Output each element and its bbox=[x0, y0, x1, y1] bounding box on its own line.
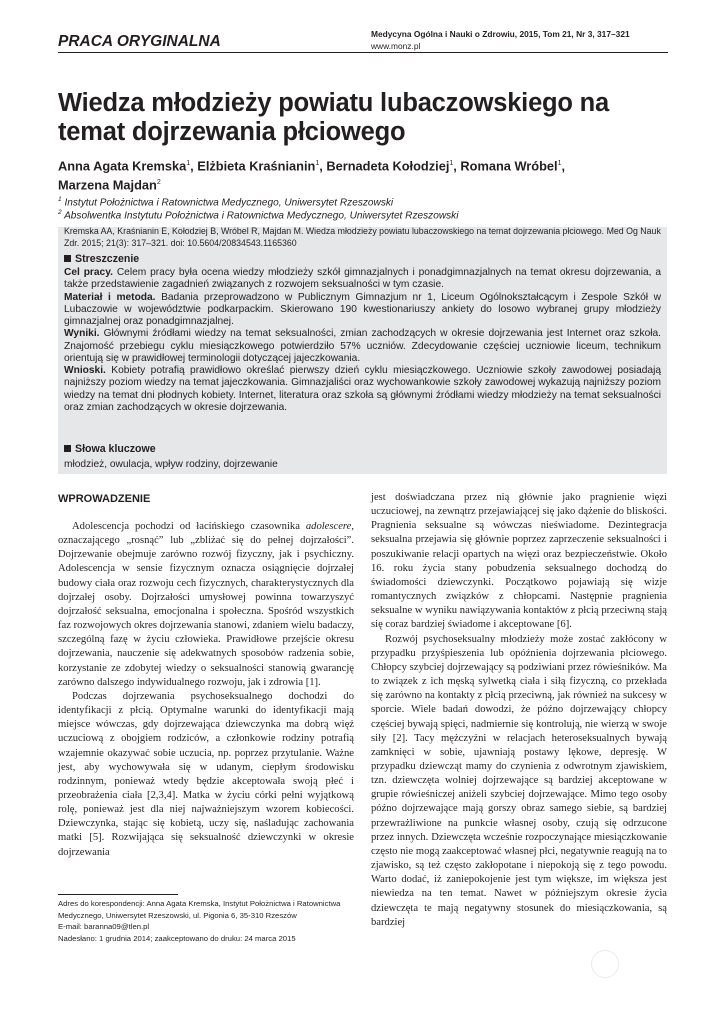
author-affiliation-mark: 1 bbox=[186, 160, 191, 167]
body-paragraph: Podczas dojrzewania psychoseksualnego dochodzi do identyfikacji z płcią. Optymalne warunki do identyfikacji mają miejsce wówczas, gdy dojrzewająca dziewczynka ma dobrą więź uczuciową z obojgiem rodziców, a członkowie rodziny potrafią wzajemnie okazywać sobie uczucia, np. poprzez przytulanie. Ważne jest, aby wychowywała się w udanym, ciepłym środowisku rodzinnym, ponieważ wtedy będzie akceptowała swoją płeć i przeobrażenia ciała [2,3,4]. Matka w życiu córki pełni wyjątkową rolę, ponieważ jest dla niej najważniejszym wzorem kobiecości. Dziewczynka, stając się kobietą, uczy się, naśladując zachowania matki [5]. Rozwijająca się seksualność dziewczynki w okresie dojrzewania bbox=[58, 690, 354, 858]
abstract-label: Materiał i metoda. bbox=[64, 291, 156, 303]
body-paragraph: Adolescencja pochodzi od łacińskiego czasownika adolescere, oznaczającego „rosnąć” lub „zbliżać się do pełnej dojrzałości”. Dojrzewanie obejmuje zarówno rozwój fizyczny, jak i psychiczny. Adolescencja w sensie fizycznym oznacza osiągnięcie dojrzałej budowy ciała oraz rozwoju cech fizycznych, charakterystycznych dla dojrzałej osoby. Dojrzałości umysłowej powinna towarzyszyć dojrzałość seksualna, emocjonalna i społeczna. Spośród wszystkich faz rozwojowych okres dojrzewania stanowi, zdaniem wielu badaczy, szczególną fazę w życiu człowieka. Prawidłowe przejście okresu dojrzewania, nauczenie się adekwatnych sposobów radzenia sobie, korzystanie ze zdobytej wiedzy o seksualności stanowią gwarancję zarówno dalszego indywidualnego rozwoju, jak i zdrowia [1]. bbox=[58, 521, 354, 688]
header-rule bbox=[58, 52, 668, 53]
footnote bbox=[58, 898, 358, 944]
journal-info bbox=[371, 28, 671, 52]
author-affiliation-mark: 1 bbox=[315, 160, 320, 167]
affiliation-number: 1 bbox=[58, 196, 62, 203]
author-affiliation-mark: 1 bbox=[449, 160, 454, 167]
author-name: Romana Wróbel bbox=[460, 158, 558, 174]
keywords-heading: Słowa kluczowe bbox=[64, 443, 156, 455]
author-name: Anna Agata Kremska bbox=[58, 158, 187, 174]
author-affiliation-mark: 1 bbox=[557, 160, 562, 167]
author-name: Bernadeta Kołodziej bbox=[326, 158, 450, 174]
submission-dates: Nadesłano: 1 grudnia 2014; zaakceptowano do druku: 24 marca 2015 bbox=[58, 933, 296, 943]
affiliation-text: Absolwentka Instytutu Położnictwa i Ratownictwa Medycznego, Uniwersytet Rzeszowski bbox=[64, 210, 459, 222]
abstract-section-text: Badania przeprowadzono w Publicznym Gimnazjum nr 1, Liceum Ogólnokształcącym i Zespole Szkół w Lubaczowie w województwie podkarpackim. Skierowano 190 kwestionariuszy ankiety do losowo wybranej grupy młodzieży gimnazjalnej oraz ponadgimnazjalnej. bbox=[64, 291, 661, 327]
footnote-rule bbox=[58, 894, 178, 895]
square-bullet-icon bbox=[64, 445, 71, 452]
watermark-emblem-icon bbox=[591, 950, 619, 978]
correspondence-email[interactable]: E-mail: baranna09@tlen.pl bbox=[58, 922, 150, 931]
square-bullet-icon bbox=[64, 255, 71, 262]
abstract-section-text: Kobiety potrafią prawidłowo określać pierwszy dzień cyklu miesiączkowego. Uczniowie szkoły zawodowej posiadają najniższy poziom wiedzy na temat jajeczkowania. Gimnazjaliści oraz wychowankowie szkoły zawodowej wykazują najniższy poziom wiedzy na temat dni płodnych kobiety. Internet, literatura oraz szkoła są głównymi źródłami wiedzy młodzieży na temat seksualności oraz zmian zachodzących w okresie dojrzewania. bbox=[64, 365, 661, 413]
abstract-label: Wyniki. bbox=[64, 328, 100, 340]
correspondence-address: Adres do korespondencji: Anna Agata Kremska, Instytut Położnictwa i Ratownictwa Medycznego, Uniwersytet Rzeszowski, ul. Pigonia 6, 35-310 Rzeszów bbox=[58, 899, 341, 920]
author-affiliation-mark: 2 bbox=[156, 179, 161, 187]
abstract-heading: Streszczenie bbox=[64, 253, 139, 265]
section-label: PRACA ORYGINALNA bbox=[58, 33, 221, 50]
author-name: Marzena Majdan bbox=[58, 177, 157, 193]
affiliation-text: Instytut Położnictwa i Ratownictwa Medycznego, Uniwersytet Rzeszowski bbox=[64, 197, 394, 209]
body-paragraph: Rozwój psychoseksualny młodzieży może zostać zakłócony w przypadku przyśpieszenia lub opóźnienia dojrzewania płciowego. Chłopcy szybciej dojrzewający są podziwiani przez rówieśników. Ma to związek z ich męską sylwetką ciała i siłą fizyczną, co przekłada się zarówno na kontakty z płcią przeciwną, jak również na sukcesy w sporcie. Wiele badań dowodzi, że późno dojrzewający chłopcy częściej bywają spięci, nadmiernie się kontrolują, nie wierzą w swoje siły [2]. Tacy mężczyźni w relacjach heteroseksualnych bywają zamknięci w sobie, ujawniają postawy lękowe, depresję. W przypadku dziewcząt mamy do czynienia z odwrotnym zjawiskiem, tzn. dziewczęta wolniej dojrzewające są bardziej akceptowane w grupie rówieśniczej aniżeli szybciej dojrzewające. Mimo tego osoby późno dojrzewające mają gorszy obraz samego siebie, są bardziej przewrażliwione na punkcie własnej osoby, czują się odrzucone przez innych. Dziewczęta wcześnie rozpoczynające miesiączkowanie często nie mogą zaakceptować własnej płci, negatywnie reagują na to zjawisko, są też często zakłopotane i niepokoją się z tego powodu. Warto dodać, iż zaniepokojenie jest tym większe, im większa jest niewiedza na ten temat. Nawet w późniejszym okresie życia dziewczęta te mają negatywny stosunek do miesiączkowania, są bardziej bbox=[371, 633, 667, 928]
abstract-section-text: Głównymi źródłami wiedzy na temat seksualności, zmian zachodzących w okresie dojrzewania jest Internet oraz szkoła. Znajomość przebiegu cyklu miesiączkowego potwierdziło 57% uczniów. Zdecydowanie częściej uczniowie liceum, technikum orientują się w prawidłowej terminologii dotyczącej jajeczkowania. bbox=[64, 328, 661, 364]
author-name: Elżbieta Kraśnianin bbox=[197, 158, 316, 174]
body-paragraph: jest doświadczana przez nią głównie jako pragnienie więzi uczuciowej, na zewnątrz przejawiającej się jako dążenie do bliskości. Pragnienia seksualne są wówczas nieświadome. Dezintegracja seksualna przejawia się głównie poprzez zaprzeczenie seksualności i poszukiwanie relacji opartych na więzi oraz bezpieczeństwie. Około 16. roku życia stany pobudzenia seksualnego dochodzą do świadomości dziewczynki. Początkowo pojawiają się wizje romantycznych związków z chłopcami. Następnie pragnienia seksualne w wyniku nawiązywania kontaktów z płcią przeciwną stają się coraz bardziej świadome i akceptowane [6]. bbox=[371, 492, 667, 631]
journal-url[interactable]: www.monz.pl bbox=[371, 41, 421, 51]
journal-citation-line: Medycyna Ogólna i Nauki o Zdrowiu, 2015, Tom 21, Nr 3, 317–321 bbox=[371, 29, 630, 39]
body-column-left bbox=[58, 520, 354, 860]
abstract-label: Cel pracy. bbox=[64, 267, 113, 278]
article-title: Wiedza młodzieży powiatu lubaczowskiego na temat dojrzewania płciowego bbox=[58, 89, 610, 146]
abstract-label: Wnioski. bbox=[64, 365, 106, 376]
citation: Kremska AA, Kraśnianin E, Kołodziej B, Wróbel R, Majdan M. Wiedza młodzieży powiatu lubaczowskiego na temat dojrzewania płciowego. Med Og Nauk Zdr. 2015; 21(3): 317–321. doi: 10.5604/20834543.1165360 bbox=[64, 226, 661, 249]
abstract-text bbox=[64, 267, 661, 414]
keywords: młodzież, owulacja, wpływ rodziny, dojrzewanie bbox=[64, 459, 278, 470]
author-list: Anna Agata Kremska$^1$, Elżbieta Kraśnianin$^1$, Bernadeta Kołodziej$^1$, Romana Wróbel$^1$, Marzena Majdan$^2$ bbox=[58, 158, 566, 193]
abstract-section-text: Celem pracy była ocena wiedzy młodzieży szkół gimnazjalnych i ponadgimnazjalnych na temat okresu dojrzewania, a także przedstawienie zagadnień związanych z rozwojem seksualności w tym czasie. bbox=[64, 267, 661, 291]
body-column-right bbox=[371, 491, 667, 930]
affiliation bbox=[58, 206, 678, 222]
section-heading: WPROWADZENIE bbox=[58, 493, 151, 505]
affiliation-number: 2 bbox=[58, 209, 62, 216]
